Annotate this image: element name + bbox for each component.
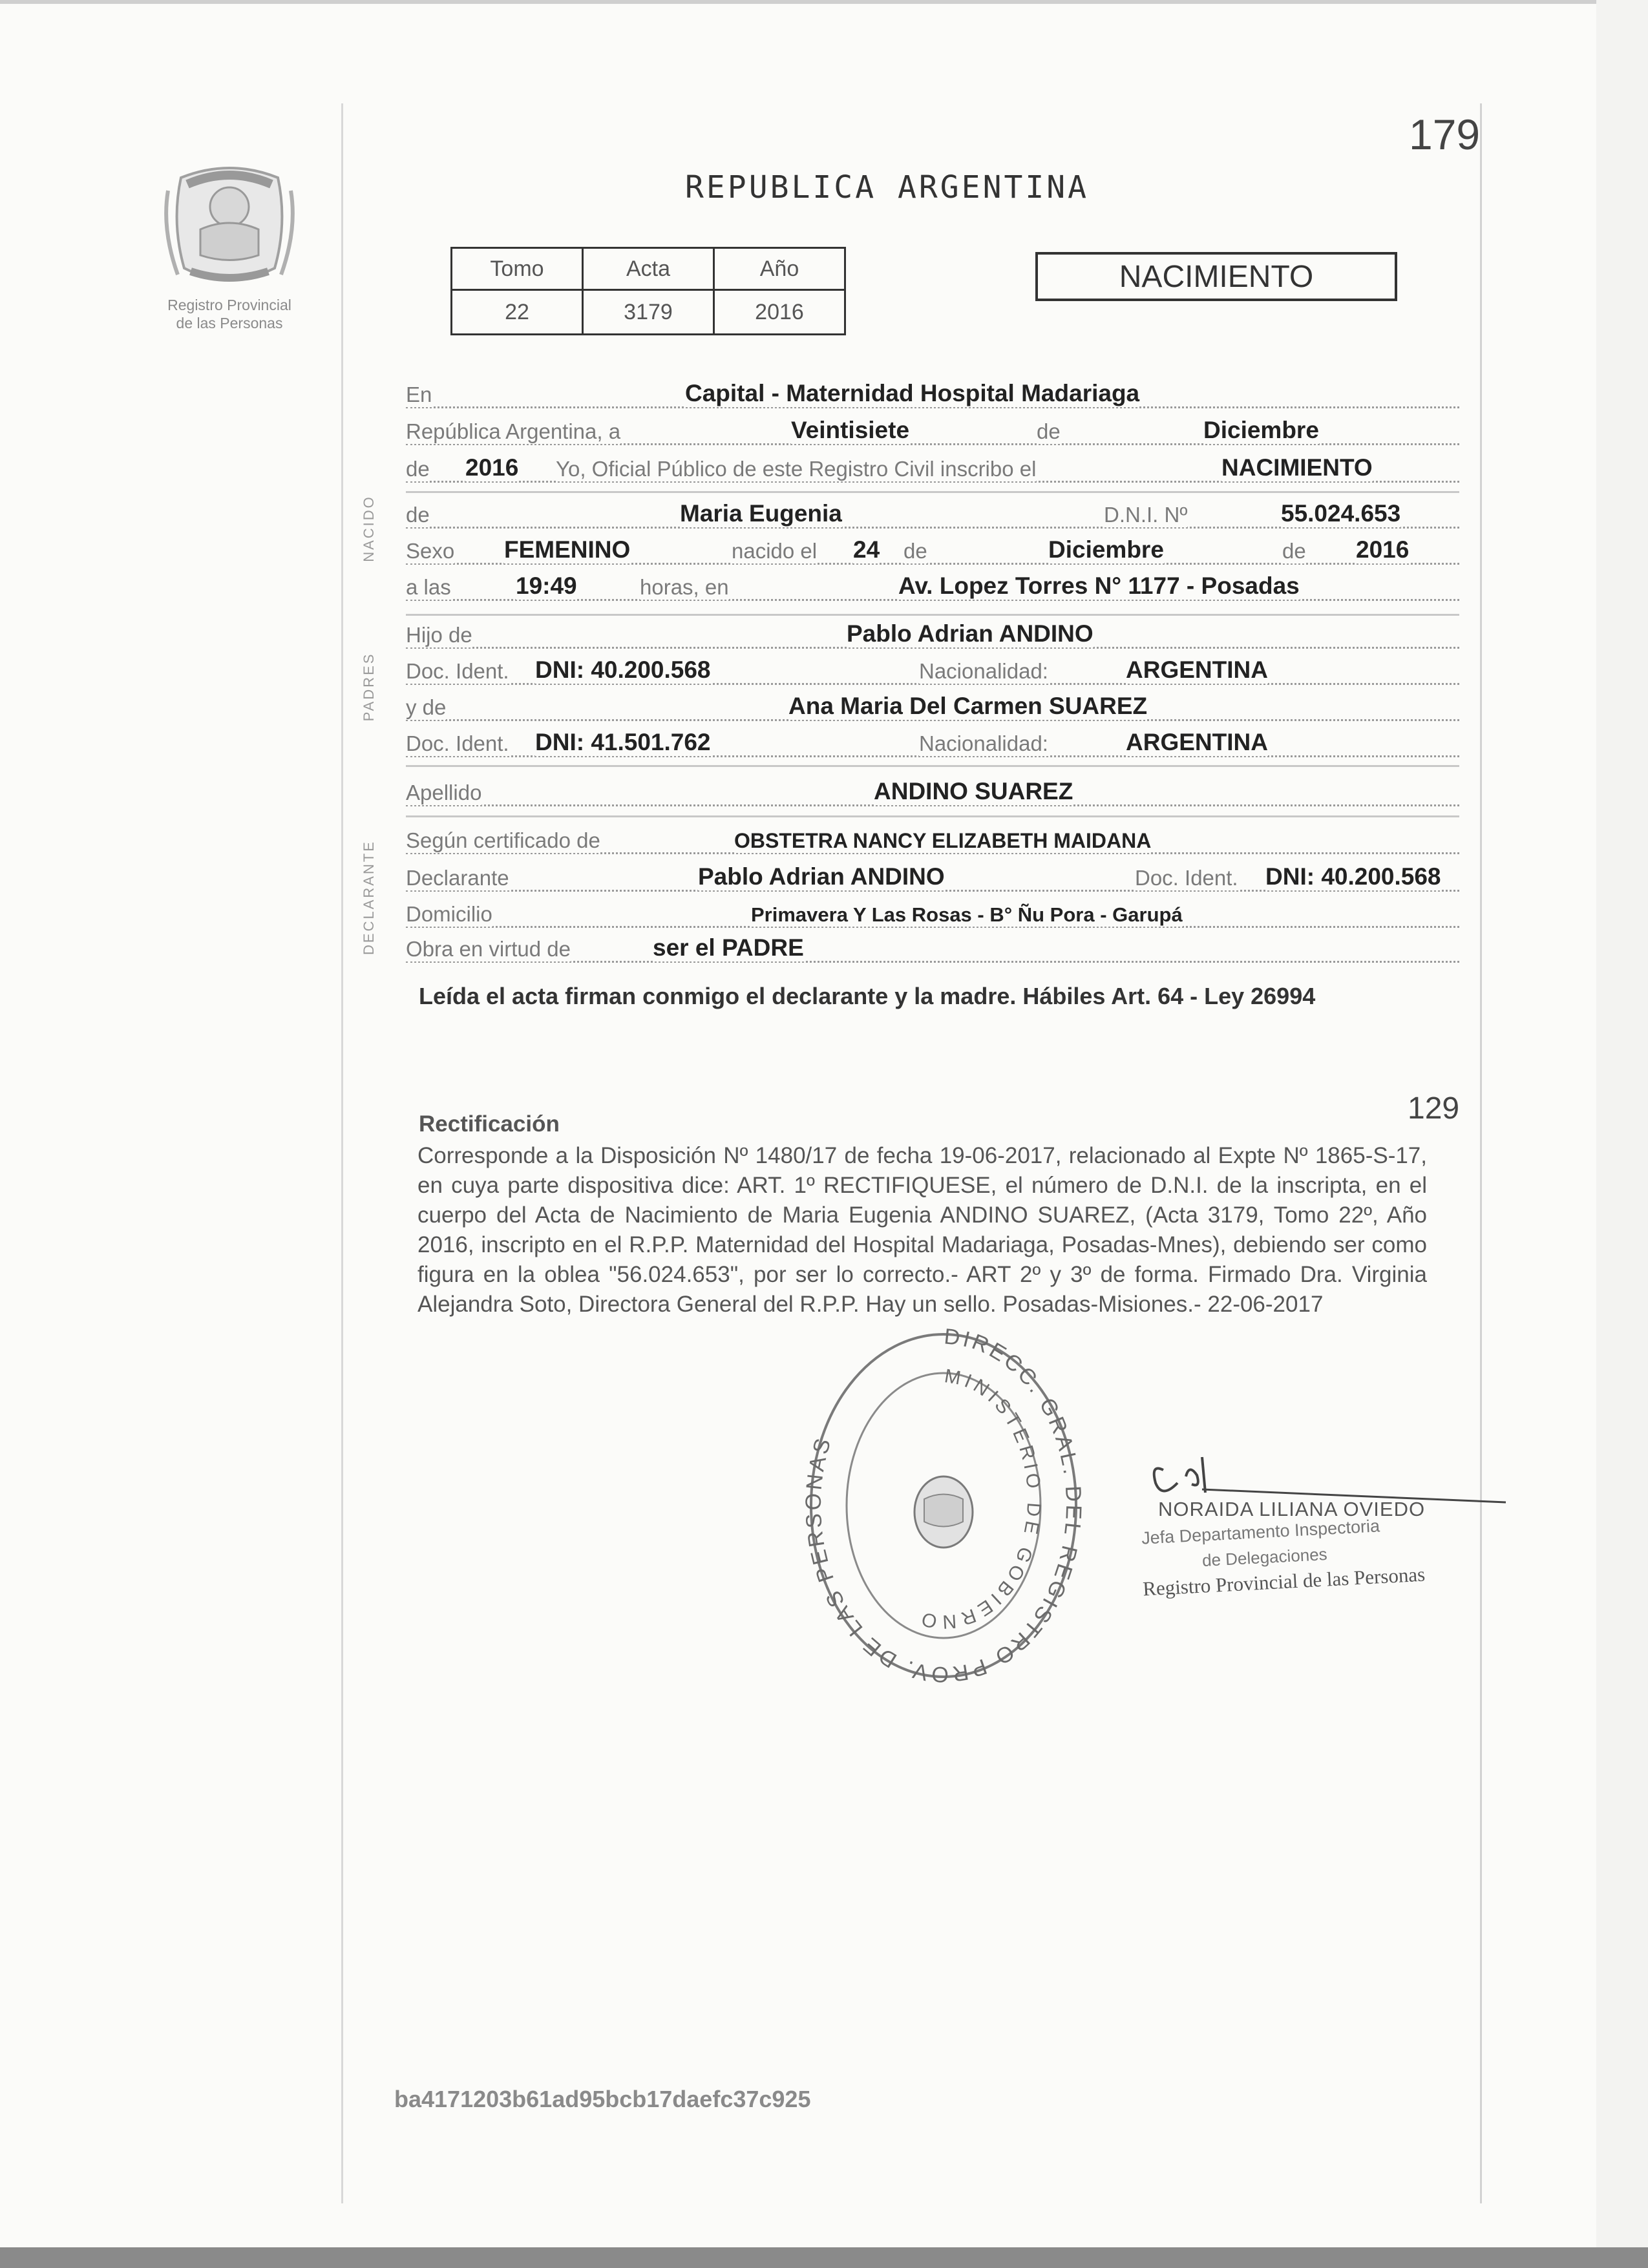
scan-edge-bottom <box>0 2247 1648 2268</box>
rectification-text: Corresponde a la Disposición Nº 1480/17 de fecha 19-06-2017, relacionado al Expte Nº 1865-S-17, en cuya parte dispositiva dice: ART. 1º RECTIFIQUESE, el número de D.N.I. de la inscripta, en el cuerpo del Acta de Nacimiento de Maria Eugenia ANDINO SUAREZ, (Acta 3179, Tomo 22º, Año 2016, inscripto en el R.P.P. Maternidad del Hospital Madariaga, Posadas-Mnes), debiendo ser como figura en la oblea "56.024.653", por ser lo correcto.- ART 2º y 3º de forma. Firmado Dra. Virginia Alejandra Soto, Directora General del R.P.P. Hay un sello. Posadas-Misiones.- 22-06-2017 <box>417 1143 1427 1317</box>
row-sexo <box>406 536 1459 569</box>
record-table <box>450 247 846 335</box>
value-acta: 3179 <box>583 290 714 335</box>
label-en: En <box>406 383 432 406</box>
label-de3: de <box>1282 539 1306 563</box>
value-sexo: FEMENINO <box>504 536 631 563</box>
label-de2: de <box>903 539 927 563</box>
row-oficial <box>406 454 1459 487</box>
row-padre-doc <box>406 656 1459 689</box>
label-y-de: y de <box>406 695 447 719</box>
value-madre: Ana Maria Del Carmen SUAREZ <box>788 693 1148 719</box>
value-tomo: 22 <box>452 290 583 335</box>
label-nacido-el: nacido el <box>732 539 818 563</box>
value-madre-doc: DNI: 41.501.762 <box>535 729 711 755</box>
section-label-nacido: NACIDO <box>361 495 377 562</box>
signatory-title: Jefa Departamento Inspectoria <box>1141 1516 1380 1548</box>
header-anio: Año <box>714 248 845 290</box>
row-madre-doc <box>406 729 1459 761</box>
header-tomo: Tomo <box>452 248 583 290</box>
signatory-name: NORAIDA LILIANA OVIEDO <box>1158 1498 1426 1520</box>
label-republica: República Argentina, a <box>406 419 621 443</box>
value-hora: 19:49 <box>516 572 577 599</box>
label-doc-ident: Doc. Ident. <box>406 731 509 755</box>
value-declarante: Pablo Adrian ANDINO <box>698 863 945 890</box>
section-divider <box>406 765 1459 767</box>
signatory-registry: Registro Provincial de las Personas <box>1142 1562 1426 1601</box>
header-acta: Acta <box>583 248 714 290</box>
value-tipo-inscripcion: NACIMIENTO <box>1221 454 1373 481</box>
label-domicilio: Domicilio <box>406 902 492 926</box>
page-border-left <box>341 103 343 2203</box>
section-divider <box>406 815 1459 817</box>
misiones-emblem-icon <box>155 152 304 294</box>
value-mes-nac: Diciembre <box>1048 536 1164 563</box>
row-obra <box>406 934 1459 967</box>
value-anio-texto: 2016 <box>465 454 519 481</box>
label-declarante-doc: Doc. Ident. <box>1135 866 1238 890</box>
value-nombre: Maria Eugenia <box>680 500 842 527</box>
value-domicilio: Primavera Y Las Rosas - B° Ñu Pora - Garupá <box>751 903 1183 926</box>
scan-edge-top <box>0 0 1648 4</box>
signing-statement: Leída el acta firman conmigo el declarante y la madre. Hábiles Art. 64 - Ley 26994 <box>419 983 1316 1009</box>
value-dia-texto: Veintisiete <box>791 417 910 443</box>
section-label-padres: PADRES <box>361 652 377 722</box>
seal-inner-text: MINISTERIO DE GOBIERNO <box>915 1365 1045 1633</box>
value-declarante-doc: DNI: 40.200.568 <box>1265 863 1441 890</box>
label-horas-en: horas, en <box>640 575 729 599</box>
country-title: REPUBLICA ARGENTINA <box>685 169 1090 205</box>
section-divider <box>406 491 1459 493</box>
row-certificado <box>406 826 1459 858</box>
value-dia-nac: 24 <box>853 536 880 563</box>
value-obra: ser el PADRE <box>653 934 804 961</box>
label-apellido: Apellido <box>406 781 482 804</box>
signatory-department: de Delegaciones <box>1201 1544 1328 1571</box>
label-certificado: Según certificado de <box>406 828 600 852</box>
row-republica <box>406 417 1459 449</box>
row-apellido <box>406 778 1459 810</box>
value-mes-texto: Diciembre <box>1203 417 1319 443</box>
value-anio-nac: 2016 <box>1356 536 1410 563</box>
value-lugar: Capital - Maternidad Hospital Madariaga <box>685 380 1140 406</box>
label-nacionalidad: Nacionalidad: <box>919 659 1048 683</box>
registry-label-line2: de las Personas <box>176 315 283 331</box>
row-madre <box>406 693 1459 725</box>
section-label-declarante: DECLARANTE <box>361 840 377 955</box>
record-type-box: NACIMIENTO <box>1035 252 1397 301</box>
registry-label <box>149 296 310 332</box>
row-en <box>406 380 1459 412</box>
label-dni: D.N.I. Nº <box>1104 503 1188 527</box>
rectification-title: Rectificación <box>419 1111 560 1137</box>
label-oficial: Yo, Oficial Público de este Registro Civil inscribo el <box>556 457 1037 481</box>
value-padre-nac: ARGENTINA <box>1126 656 1268 683</box>
seal-outer-text: DIRECC. GRAL. DEL REGISTRO PROV. DE LAS PERSONAS <box>801 1325 1086 1686</box>
value-domicilio-nac: Av. Lopez Torres N° 1177 - Posadas <box>898 572 1300 599</box>
registry-label-line1: Registro Provincial <box>167 297 291 313</box>
row-nombre <box>406 500 1459 532</box>
label-de: de <box>1037 419 1061 443</box>
label-doc-ident: Doc. Ident. <box>406 659 509 683</box>
value-madre-nac: ARGENTINA <box>1126 729 1268 755</box>
label-anio: de <box>406 457 430 481</box>
label-declarante: Declarante <box>406 866 509 890</box>
value-padre: Pablo Adrian ANDINO <box>847 620 1093 647</box>
label-sexo: Sexo <box>406 539 455 563</box>
value-padre-doc: DNI: 40.200.568 <box>535 656 711 683</box>
scan-margin-right <box>1596 0 1648 2268</box>
value-dni: 55.024.653 <box>1281 500 1401 527</box>
page-number: 179 <box>1409 110 1481 158</box>
row-domicilio <box>406 899 1459 932</box>
row-hora <box>406 572 1459 605</box>
value-apellido: ANDINO SUAREZ <box>874 778 1073 804</box>
row-declarante <box>406 863 1459 896</box>
official-seal-icon <box>801 1325 1086 1686</box>
section-divider <box>406 614 1459 616</box>
label-hijo-de: Hijo de <box>406 623 472 647</box>
document-hash: ba4171203b61ad95bcb17daefc37c925 <box>394 2086 811 2112</box>
label-nacionalidad: Nacionalidad: <box>919 731 1048 755</box>
label-obra: Obra en virtud de <box>406 937 571 961</box>
page-border-right <box>1480 103 1482 2203</box>
label-nombre: de <box>406 503 430 527</box>
rectification-number: 129 <box>1408 1091 1460 1126</box>
label-a-las: a las <box>406 575 451 599</box>
value-anio: 2016 <box>714 290 845 335</box>
row-padre <box>406 620 1459 653</box>
value-certificado: OBSTETRA NANCY ELIZABETH MAIDANA <box>734 829 1152 852</box>
